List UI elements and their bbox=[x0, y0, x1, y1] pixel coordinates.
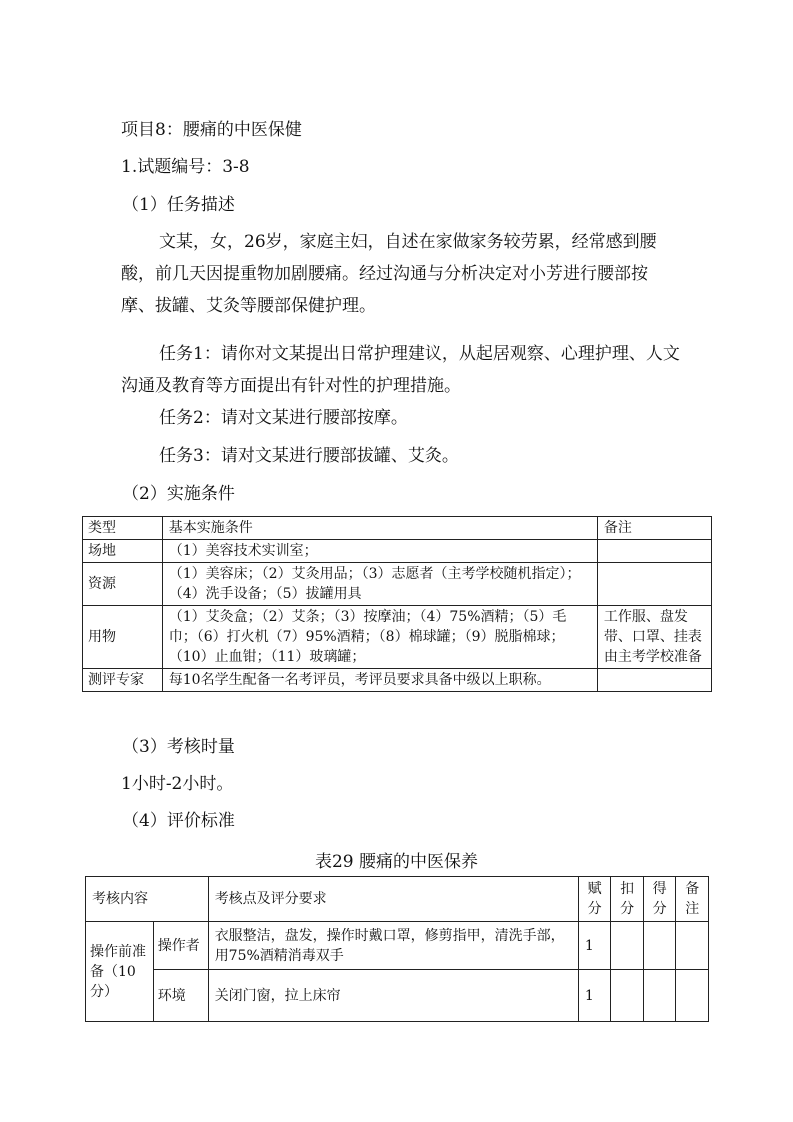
table-row bbox=[86, 970, 709, 1022]
result-cell bbox=[643, 922, 676, 970]
requirement-cell: 衣服整洁，盘发，操作时戴口罩，修剪指甲，清洗手部，用75%酒精消毒双手 bbox=[208, 922, 578, 970]
table-header-row bbox=[83, 517, 712, 540]
header-cell: 赋分 bbox=[578, 877, 611, 922]
score-cell: 1 bbox=[578, 970, 611, 1022]
description-paragraph-4 bbox=[121, 440, 681, 472]
sub-cell: 环境 bbox=[153, 970, 208, 1022]
note-cell bbox=[676, 922, 709, 970]
description-text-2: 任务1：请你对文某提出日常护理建议，从起居观察、心理护理、人文沟通及教育等方面提出有针对性的护理措施。 bbox=[121, 344, 680, 396]
header-cell: 考核内容 bbox=[86, 877, 209, 922]
table-cell bbox=[597, 563, 711, 606]
table-cell: 场地 bbox=[83, 540, 163, 563]
section-conditions: （2）实施条件 bbox=[122, 484, 235, 504]
table-row bbox=[83, 540, 712, 563]
description-text-4: 任务3：请对文某进行腰部拔罐、艾灸。 bbox=[159, 446, 459, 466]
requirement-cell: 关闭门窗，拉上床帘 bbox=[208, 970, 578, 1022]
table-cell: （1）美容床；（2）艾灸用品；（3）志愿者（主考学校随机指定）；（4）洗手设备；（5）拔罐用具 bbox=[162, 563, 597, 606]
duration-text: 1小时-2小时。 bbox=[121, 774, 234, 794]
header-cell: 备注 bbox=[676, 877, 709, 922]
header-cell: 类型 bbox=[83, 517, 163, 540]
evaluation-table bbox=[85, 876, 709, 1022]
table-cell: 测评专家 bbox=[83, 669, 163, 692]
section-duration: （3）考核时量 bbox=[122, 737, 235, 757]
header-cell: 考核点及评分要求 bbox=[208, 877, 578, 922]
header-cell: 扣分 bbox=[611, 877, 644, 922]
conditions-table bbox=[82, 516, 712, 692]
section-evaluation: （4）评价标准 bbox=[122, 811, 235, 831]
table-header-row bbox=[86, 877, 709, 922]
header-cell: 得分 bbox=[643, 877, 676, 922]
note-cell bbox=[676, 970, 709, 1022]
table-row bbox=[83, 669, 712, 692]
header-cell: 备注 bbox=[597, 517, 711, 540]
sub-cell: 操作者 bbox=[153, 922, 208, 970]
deduct-cell bbox=[611, 970, 644, 1022]
table-cell: 用物 bbox=[83, 606, 163, 669]
table-cell: （1）艾灸盒；（2）艾条；（3）按摩油；（4）75%酒精；（5）毛巾；（6）打火机（7）95%酒精；（8）棉球罐；（9）脱脂棉球；（10）止血钳；（11）玻璃罐； bbox=[162, 606, 597, 669]
score-cell: 1 bbox=[578, 922, 611, 970]
table-cell bbox=[597, 669, 711, 692]
deduct-cell bbox=[611, 922, 644, 970]
description-paragraph-1 bbox=[121, 226, 681, 322]
item-number: 1.试题编号：3-8 bbox=[121, 157, 250, 177]
section-task-description: （1）任务描述 bbox=[122, 195, 235, 215]
table-row bbox=[83, 563, 712, 606]
table-cell bbox=[597, 540, 711, 563]
project-title: 项目8：腰痛的中医保健 bbox=[121, 120, 302, 140]
description-text-1: 文某，女，26岁，家庭主妇，自述在家做家务较劳累，经常感到腰酸，前几天因提重物加剧腰痛。经过沟通与分析决定对小芳进行腰部按摩、拔罐、艾灸等腰部保健护理。 bbox=[121, 232, 657, 316]
table-cell: 每10名学生配备一名考评员，考评员要求具备中级以上职称。 bbox=[162, 669, 597, 692]
table-cell: 资源 bbox=[83, 563, 163, 606]
table-row bbox=[86, 922, 709, 970]
description-paragraph-2 bbox=[121, 338, 681, 402]
table-caption: 表29 腰痛的中医保养 bbox=[314, 852, 479, 872]
table-row bbox=[83, 606, 712, 669]
table-cell: 工作服、盘发带、口罩、挂表由主考学校准备 bbox=[597, 606, 711, 669]
description-text-3: 任务2：请对文某进行腰部按摩。 bbox=[159, 408, 408, 428]
header-cell: 基本实施条件 bbox=[162, 517, 597, 540]
group-cell: 操作前准备（10分） bbox=[86, 922, 154, 1022]
table-cell: （1）美容技术实训室； bbox=[162, 540, 597, 563]
description-paragraph-3 bbox=[121, 402, 681, 434]
result-cell bbox=[643, 970, 676, 1022]
